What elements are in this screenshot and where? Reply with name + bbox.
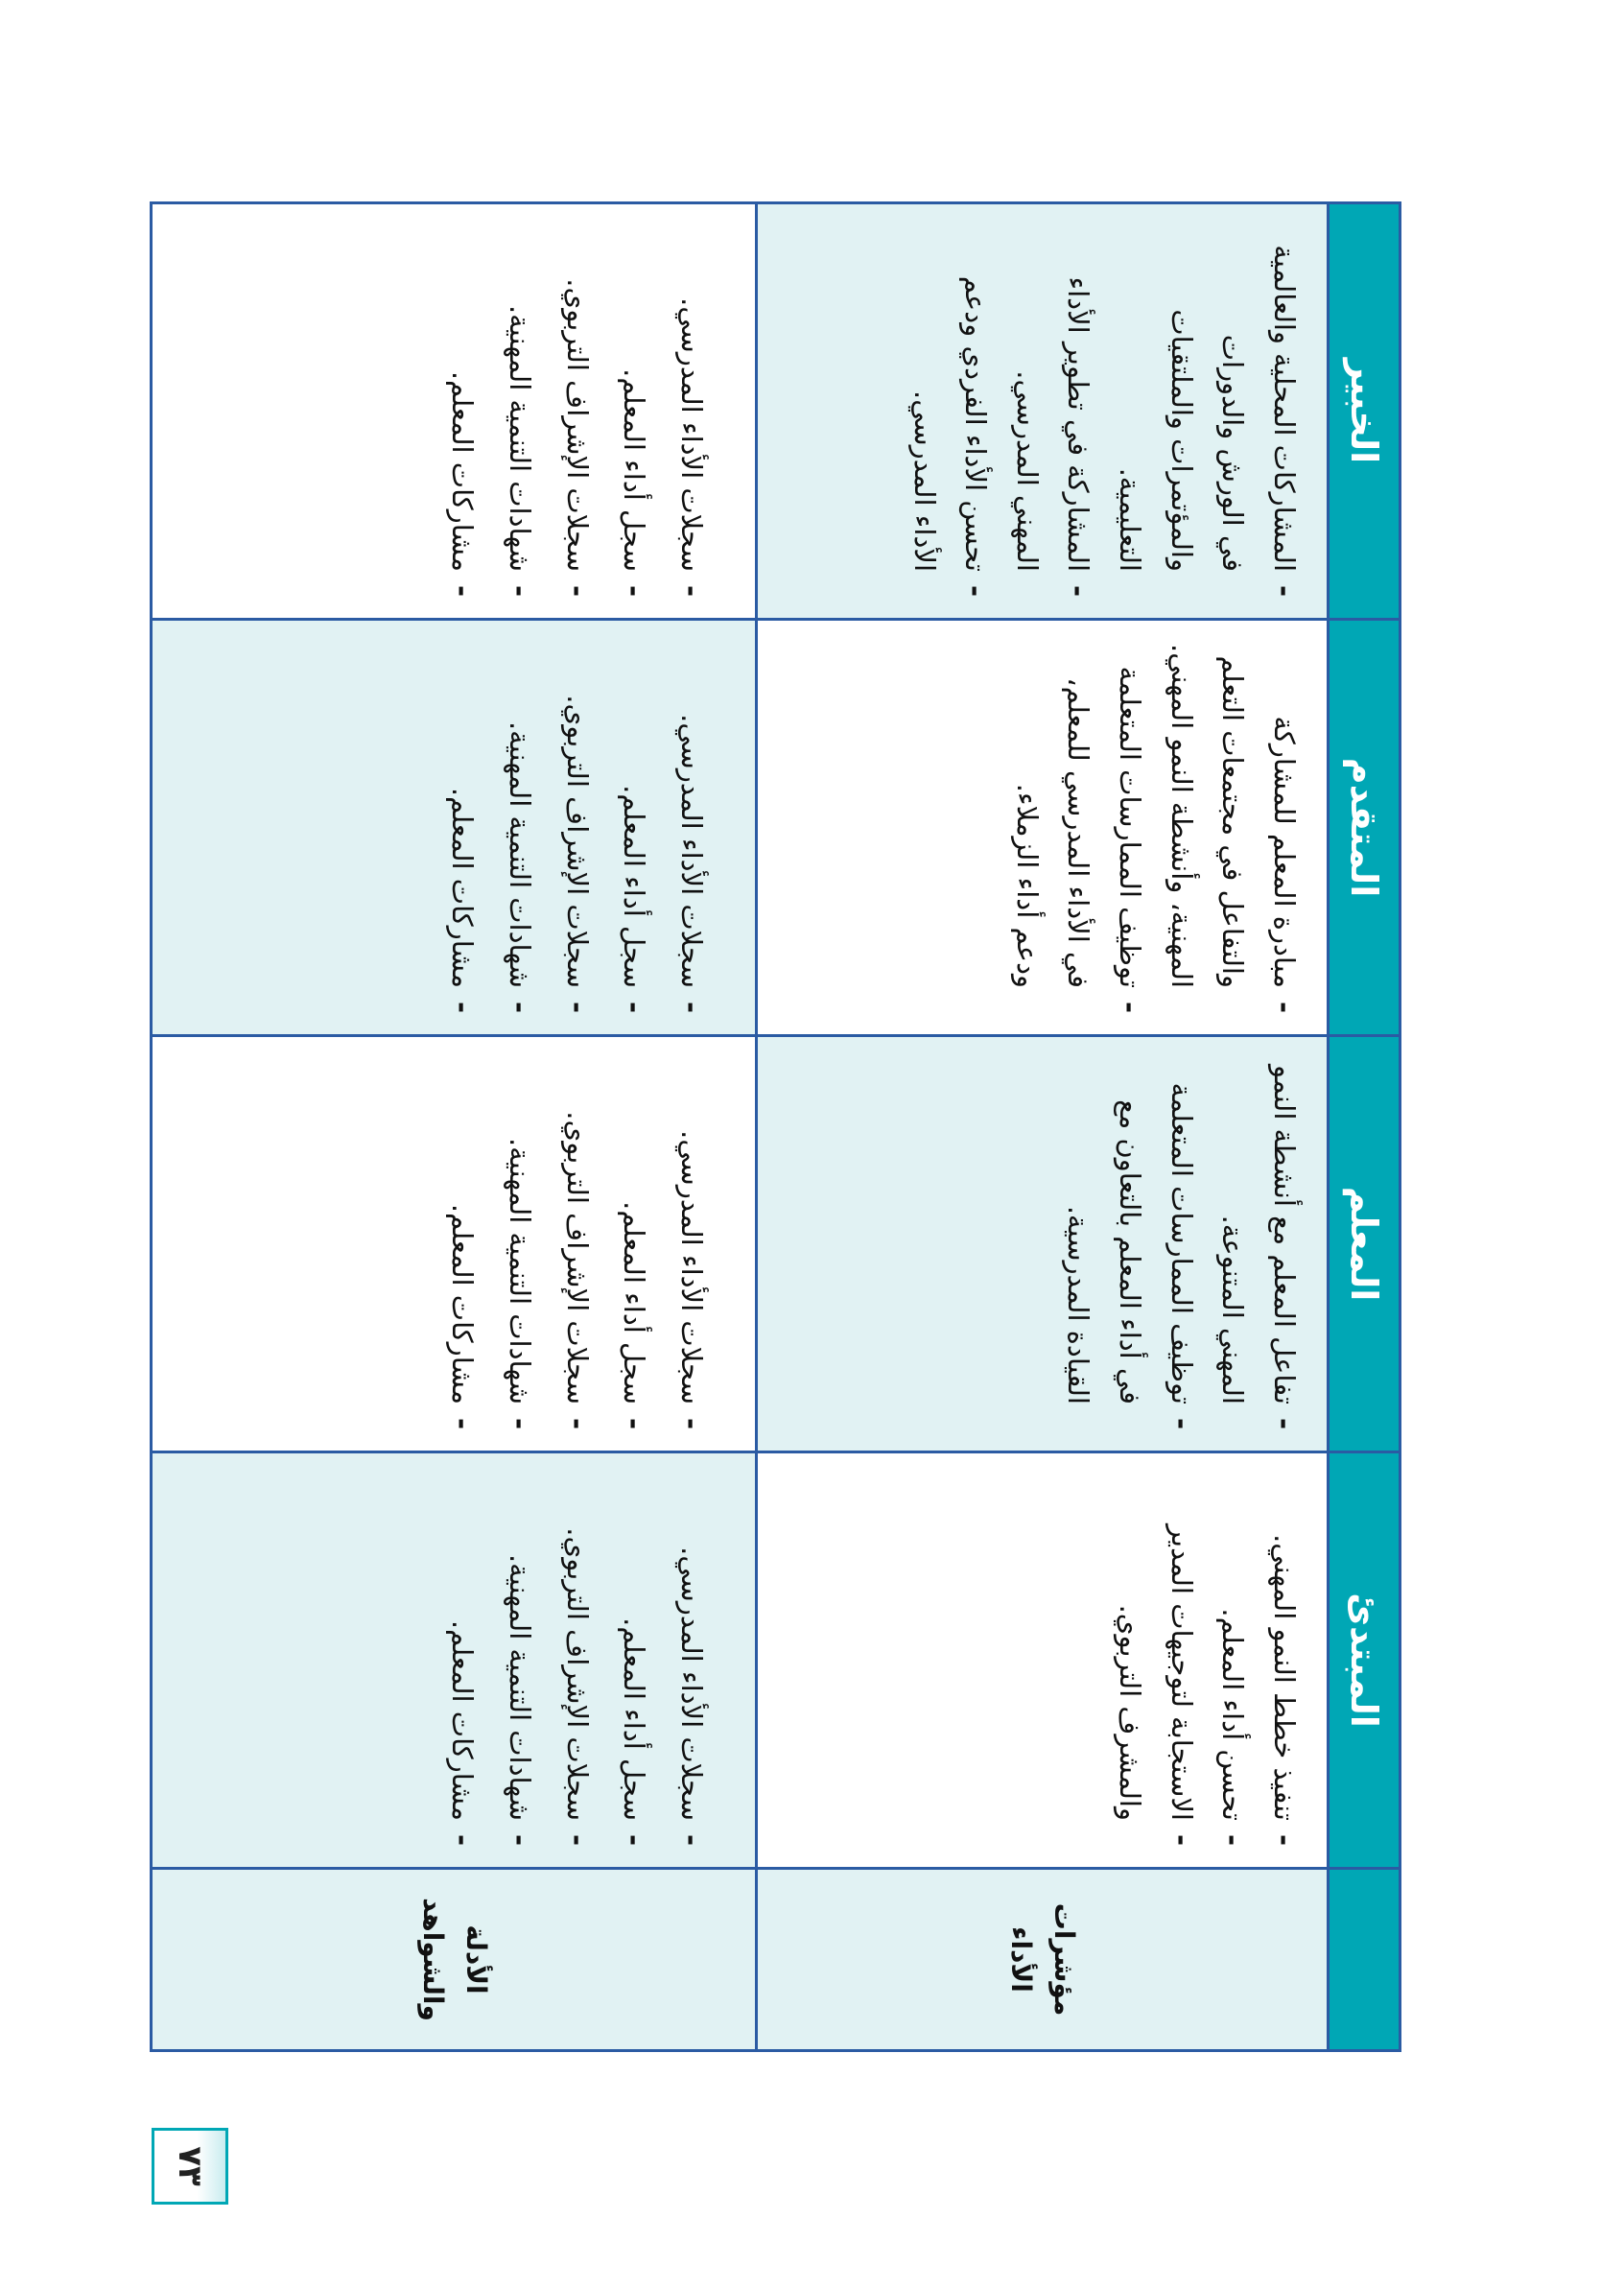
list-item: - تنفيذ خطط النمو المهني. [1258, 1475, 1309, 1846]
evidence-expert-cell [152, 203, 757, 620]
evidence-row [152, 203, 757, 2051]
evidence-label: الأدلة والشواهد [417, 1898, 492, 2021]
list-item: - سجلات الأداء المدرسي. [665, 1058, 717, 1429]
list-item: - مشاركات المعلم. [436, 225, 488, 597]
list-item: - توظيف الممارسات المتعلمة في الأداء المدرسي للمعلم، ودعم أداء الزملاء. [1000, 642, 1155, 1013]
list-item: - سجل أداء المعلم. [608, 1058, 660, 1429]
list-item: - سجلات الأداء المدرسي. [665, 642, 717, 1013]
list-item: - مشاركات المعلم. [436, 642, 488, 1013]
list-item: - سجلات الإشراف التربوي. [551, 1058, 602, 1429]
page-number: ٧٣ [170, 2146, 209, 2186]
header-row [1329, 203, 1400, 2051]
indicators-beginner-cell [757, 1452, 1329, 1869]
page-number-box [152, 2128, 228, 2205]
evidence-label-cell [152, 1869, 757, 2051]
list-item: - المشاركات المحلية والعالمية في الورش والدورات والمؤتمرات والملتقيات التعليمية. [1103, 225, 1309, 597]
indicators-advanced-cell [757, 620, 1329, 1036]
list-item: - مبادرة المعلم للمشاركة والتفاعل في مجتمعات التعلم المهنية، وأنشطة النمو المهني. [1155, 642, 1309, 1013]
header-advanced: المتقدم [1329, 620, 1400, 1036]
rotated-table-frame [150, 201, 1401, 2049]
indicators-expert-cell [757, 203, 1329, 620]
list-item: - سجل أداء المعلم. [608, 1475, 660, 1846]
list-item: - سجل أداء المعلم. [608, 225, 660, 597]
performance-levels-table [150, 201, 1401, 2052]
list-item: - تفاعل المعلم مع أنشطة النمو المهني المتنوعة. [1207, 1058, 1309, 1429]
indicators-label-cell [757, 1869, 1329, 2051]
rotation-wrapper [150, 201, 1401, 2049]
list-item: - سجلات الإشراف التربوي. [551, 225, 602, 597]
list-item: - الاستجابة لتوجيهات المدير والمشرف التربوي. [1103, 1475, 1206, 1846]
header-teacher: المعلم [1329, 1036, 1400, 1452]
list-item: - مشاركات المعلم. [436, 1475, 488, 1846]
indicators-label: مؤشرات الأداء [1005, 1902, 1081, 2017]
evidence-beginner-cell [152, 1452, 757, 1869]
evidence-teacher-cell [152, 1036, 757, 1452]
header-expert: الخبير [1329, 203, 1400, 620]
list-item: - شهادات التنمية المهنية. [493, 1475, 545, 1846]
list-item: - تحسن أداء المعلم. [1207, 1475, 1259, 1846]
list-item: - سجلات الأداء المدرسي. [665, 1475, 717, 1846]
list-item: - المشاركة في تطوير الأداء المهني المدرسي. [1000, 225, 1103, 597]
list-item: - شهادات التنمية المهنية. [493, 225, 545, 597]
indicators-row [757, 203, 1329, 2051]
evidence-advanced-cell [152, 620, 757, 1036]
list-item: - مشاركات المعلم. [436, 1058, 488, 1429]
list-item: - سجل أداء المعلم. [608, 642, 660, 1013]
header-beginner: المبتدئ [1329, 1452, 1400, 1869]
header-corner [1329, 1869, 1400, 2051]
list-item: - شهادات التنمية المهنية. [493, 1058, 545, 1429]
list-item: - سجلات الأداء المدرسي. [665, 225, 717, 597]
list-item: - تحسن الأداء الفردي ودعم الأداء المدرسي. [898, 225, 1000, 597]
list-item: - سجلات الإشراف التربوي. [551, 1475, 602, 1846]
indicators-teacher-cell [757, 1036, 1329, 1452]
list-item: - سجلات الإشراف التربوي. [551, 642, 602, 1013]
list-item: - توظيف الممارسات المتعلمة في أداء المعلم بالتعاون مع القيادة المدرسية. [1052, 1058, 1207, 1429]
list-item: - شهادات التنمية المهنية. [493, 642, 545, 1013]
